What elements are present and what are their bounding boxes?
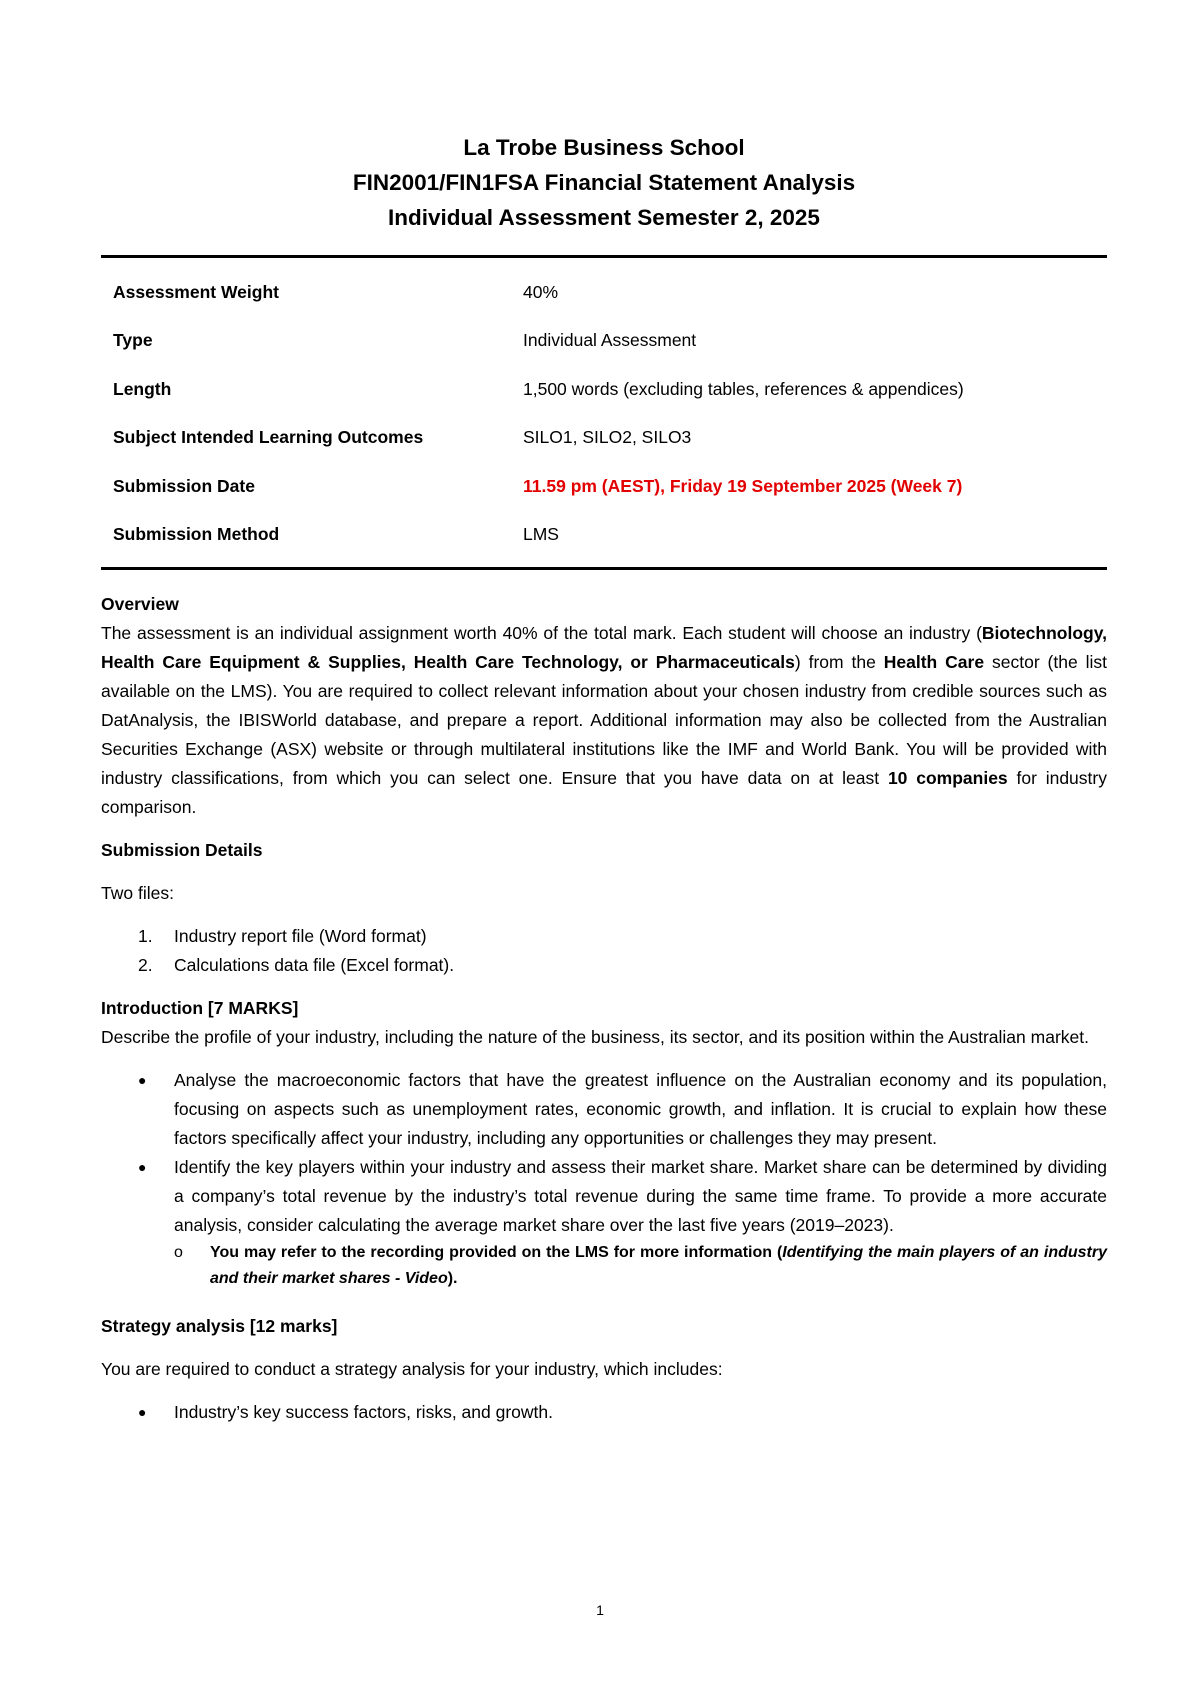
details-value: Individual Assessment (523, 330, 697, 351)
list-text: Calculations data file (Excel format). (174, 955, 455, 975)
details-row (101, 268, 1107, 317)
details-label: Type (113, 330, 153, 351)
submission-file-list (138, 922, 1107, 980)
details-label: Submission Method (113, 524, 280, 545)
list-item (138, 1066, 1107, 1153)
list-text: Analyse the macroeconomic factors that have the greatest influence on the Australian economy and its population, focusing on aspects such as unemployment rates, economic growth, and inflation. It is crucial to explain how these factors specifically affect your industry, including any opportunities or challenges they may present. (174, 1070, 1107, 1148)
introduction-paragraph: Describe the profile of your industry, including the nature of the business, its sector, and its position within the Australian market. (101, 1027, 1089, 1047)
school-name: La Trobe Business School (463, 135, 745, 160)
details-row (101, 511, 1107, 560)
strategy-heading: Strategy analysis [12 marks] (101, 1316, 338, 1336)
submission-heading: Submission Details (101, 840, 263, 860)
details-label: Subject Intended Learning Outcomes (113, 427, 424, 448)
strategy-bullets (138, 1398, 1107, 1427)
overview-text: for industry comparison. (101, 768, 1107, 817)
details-label: Assessment Weight (113, 281, 279, 302)
list-item (138, 1153, 1107, 1240)
bullet-icon: ● (138, 1159, 147, 1175)
bullet-icon: ● (138, 1072, 147, 1088)
introduction-bullets (138, 1066, 1107, 1240)
details-value: 1,500 words (excluding tables, references & appendices) (523, 378, 964, 399)
list-text: Identify the key players within your industry and assess their market share. Market share can be determined by dividing a company’s total revenue by the industry’s total revenue during the same time frame. To provide a more accurate analysis, consider calculating the average market share over the last five years (2019–2023). (174, 1157, 1107, 1235)
details-row (101, 414, 1107, 463)
overview-heading: Overview (101, 594, 179, 614)
overview-text: ) from the (794, 652, 884, 672)
list-item (138, 951, 1107, 980)
introduction-sub-bullets (174, 1240, 1107, 1292)
list-number: 1. (138, 926, 153, 946)
document-page (101, 130, 1107, 1427)
assessment-title: Individual Assessment Semester 2, 2025 (388, 205, 820, 230)
subject-title: FIN2001/FIN1FSA Financial Statement Analysis (352, 170, 856, 195)
details-label: Length (113, 378, 172, 399)
assessment-details-table (101, 255, 1107, 570)
submission-deadline: 11.59 pm (AEST), Friday 19 September 2025 (Week 7) (523, 475, 963, 496)
page-number: 1 (596, 1602, 604, 1618)
video-reference: Identifying the main players of an industry and their market shares - Video (210, 1244, 1107, 1287)
details-row (101, 365, 1107, 414)
document-header (101, 130, 1107, 235)
submission-intro: Two files: (101, 883, 174, 903)
bullet-icon: ● (138, 1404, 147, 1420)
sub-bullet-text: ). (447, 1270, 458, 1287)
details-value: SILO1, SILO2, SILO3 (523, 427, 692, 448)
company-count: 10 companies (887, 768, 1008, 788)
details-row (101, 462, 1107, 511)
list-text: Industry’s key success factors, risks, and growth. (174, 1402, 553, 1422)
list-text: Industry report file (Word format) (174, 926, 427, 946)
list-item (138, 1398, 1107, 1427)
list-text (210, 1240, 1107, 1292)
details-value: LMS (523, 524, 559, 545)
sub-bullet-text: You may refer to the recording provided on the LMS for more information ( (210, 1244, 783, 1261)
list-item (174, 1240, 1107, 1292)
details-label: Submission Date (113, 475, 255, 496)
introduction-heading: Introduction [7 MARKS] (101, 998, 299, 1018)
strategy-paragraph: You are required to conduct a strategy analysis for your industry, which includes: (101, 1359, 723, 1379)
hollow-bullet-icon: o (174, 1244, 183, 1261)
overview-text: The assessment is an individual assignment worth 40% of the total mark. Each student will choose an industry ( (101, 623, 982, 643)
list-number: 2. (138, 955, 153, 975)
sector-name: Health Care (883, 652, 985, 672)
list-item (138, 922, 1107, 951)
details-value: 40% (523, 281, 559, 302)
industry-options: Biotechnology, Health Care Equipment & Supplies, Health Care Technology, or Pharmaceuticals (101, 623, 1107, 672)
details-row (101, 317, 1107, 366)
overview-paragraph (101, 619, 1107, 822)
overview-text: sector (the list available on the LMS). You are required to collect relevant information about your chosen industry from credible sources such as DatAnalysis, the IBISWorld database, and prepare a report. Additional information may also be collected from the Australian Securities Exchange (ASX) website or through multilateral institutions like the IMF and World Bank. You will be provided with industry classifications, from which you can select one. Ensure that you have data on at least (101, 652, 1107, 788)
